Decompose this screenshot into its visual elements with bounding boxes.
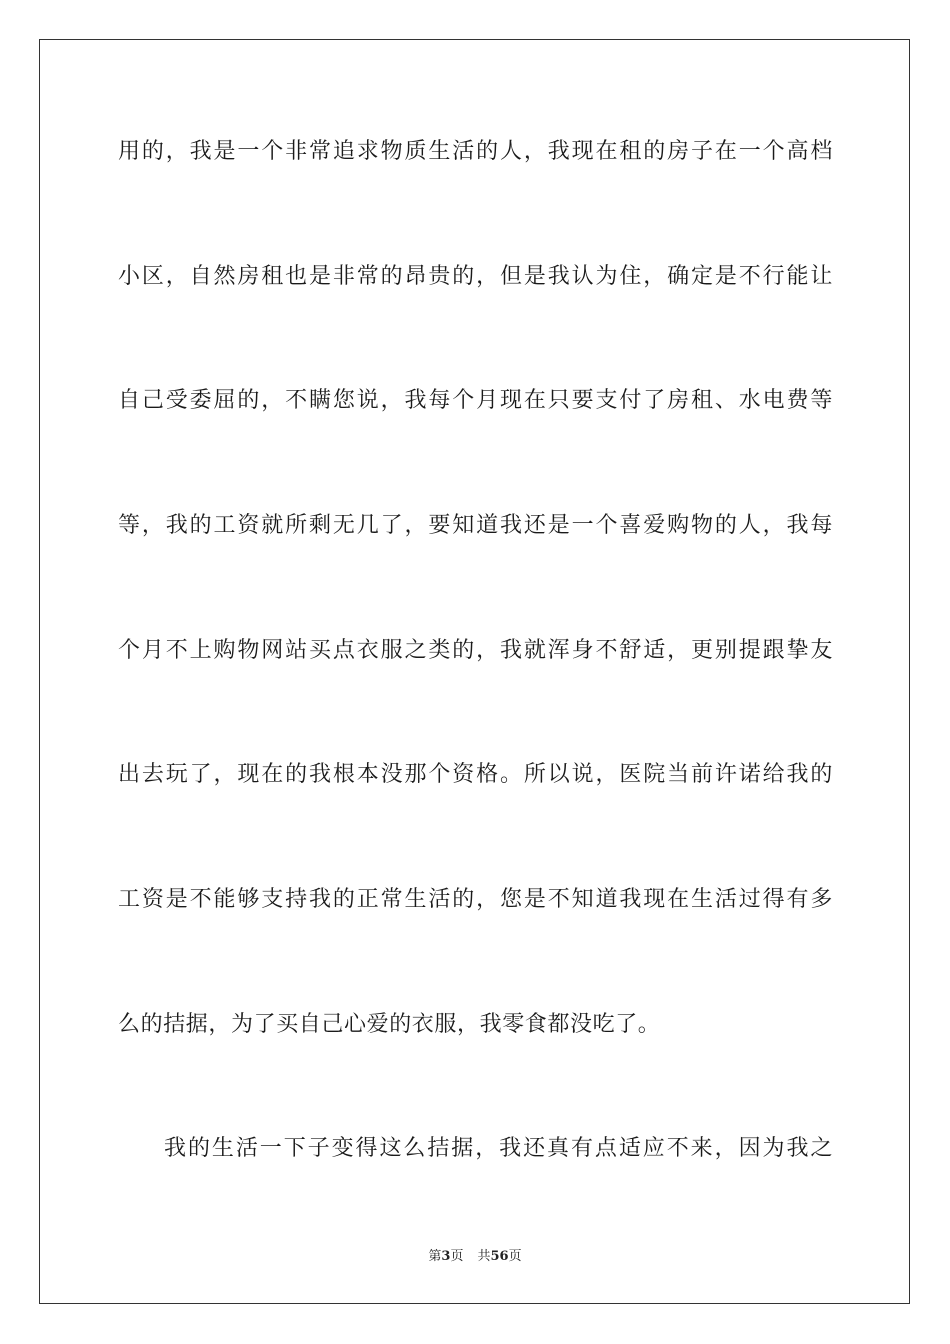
page-number: 3 bbox=[441, 1249, 451, 1264]
text-line-paragraph-end: 么的拮据，为了买自己心爱的衣服，我零食都没吃了。 bbox=[118, 1012, 661, 1037]
text-line-paragraph-start: 我的生活一下子变得这么拮据，我还真有点适应不来，因为我之 bbox=[164, 1136, 833, 1161]
page-footer bbox=[0, 1248, 950, 1266]
text-line: 等，我的工资就所剩无几了，要知道我还是一个喜爱购物的人，我每 bbox=[118, 513, 833, 538]
text-line: 工资是不能够支持我的正常生活的，您是不知道我现在生活过得有多 bbox=[118, 887, 833, 912]
total-pages: 56 bbox=[490, 1249, 509, 1264]
total-prefix: 共 bbox=[477, 1249, 491, 1264]
total-suffix: 页 bbox=[508, 1249, 522, 1264]
text-line: 个月不上购物网站买点衣服之类的，我就浑身不舒适，更别提跟挚友 bbox=[118, 638, 833, 663]
text-line: 小区，自然房租也是非常的昂贵的，但是我认为住，确定是不行能让 bbox=[118, 264, 833, 289]
page-border bbox=[39, 39, 910, 1304]
text-line: 用的，我是一个非常追求物质生活的人，我现在租的房子在一个高档 bbox=[118, 139, 833, 164]
page-suffix: 页 bbox=[450, 1249, 464, 1264]
text-line: 自己受委屈的，不瞒您说，我每个月现在只要支付了房租、水电费等 bbox=[118, 388, 833, 413]
text-line: 出去玩了，现在的我根本没那个资格。所以说，医院当前许诺给我的 bbox=[118, 762, 833, 787]
page-prefix: 第 bbox=[428, 1249, 442, 1264]
